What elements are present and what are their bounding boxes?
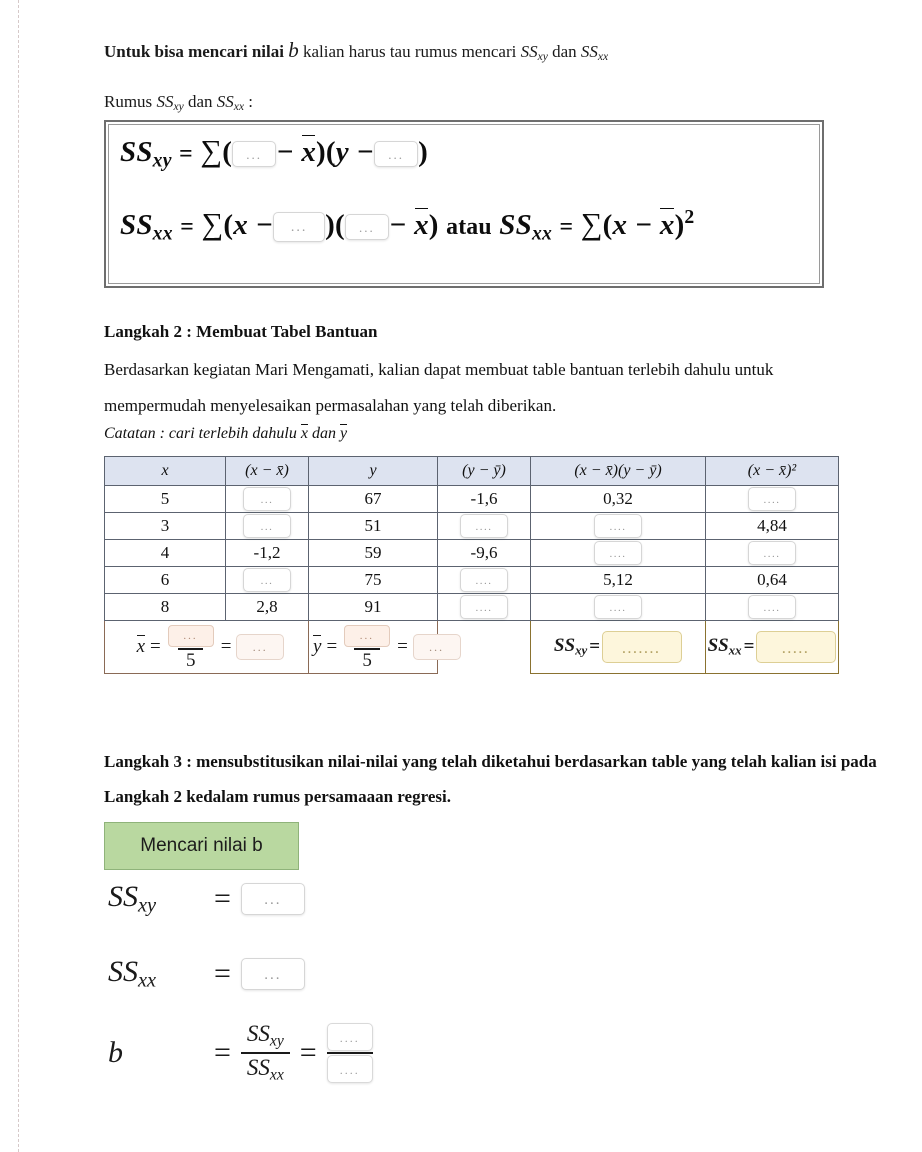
ssxy-total-label: $SS_{xy}$ — [553, 635, 588, 658]
catatan-dan: dan — [311, 425, 336, 442]
intro-bold-text: Untuk bisa mencari nilai — [104, 42, 284, 61]
cell-sq-4: 0,64 — [706, 567, 839, 594]
intro-rest-text: kalian harus tau rumus mencari — [302, 42, 517, 61]
ssxy-total-expression — [554, 631, 682, 663]
cell-sq-2: 4,84 — [706, 513, 839, 540]
blank-input[interactable]: .... — [748, 541, 796, 565]
table-row — [105, 540, 839, 567]
cell-y-1: 67 — [309, 486, 438, 513]
ymean-equals: = — [326, 636, 338, 657]
equation-b-equals-2: = — [299, 1036, 317, 1070]
formula-ssxy-label: $SS_{xy}$ — [120, 136, 172, 172]
sigma-icon-2: ∑ — [201, 206, 224, 241]
helper-table-wrapper — [104, 456, 839, 674]
cell-sq-3[interactable] — [706, 540, 839, 567]
header-cell-y: y — [309, 457, 438, 486]
xmean-equals: = — [150, 636, 161, 657]
formula-ssxy-line: $SS_{xy}$ = ∑( ... − x)(y − ... ) — [120, 134, 428, 172]
blank-input[interactable]: .... — [594, 541, 642, 565]
equation-b-numerator: $SS_{xy}$ — [246, 1021, 284, 1050]
catatan-note — [104, 425, 347, 443]
ymean-symbol: y — [313, 636, 322, 657]
formula-xbar-1: x — [301, 136, 317, 168]
cell-sq-5[interactable] — [706, 594, 839, 621]
intro-variable-b: b — [288, 38, 299, 62]
cell-prod-2[interactable] — [531, 513, 706, 540]
cell-x-4: 6 — [105, 567, 226, 594]
cell-ydev-2[interactable] — [438, 513, 531, 540]
table-row — [105, 486, 839, 513]
equation-ssxx — [108, 955, 305, 993]
formula-x-2: x — [233, 208, 248, 241]
table-row — [105, 513, 839, 540]
xmean-numerator-blank[interactable]: ... — [168, 625, 214, 647]
blank-input[interactable]: .... — [748, 595, 796, 619]
formula-ssxx-label-2: $SS_{xx}$ — [499, 208, 553, 245]
formula-xbar-2: x — [414, 208, 429, 241]
helper-table — [104, 456, 839, 674]
sigma-icon: ∑ — [200, 134, 223, 168]
formula-y-1: y — [335, 136, 349, 168]
cell-xdev-2[interactable] — [226, 513, 309, 540]
blank-input[interactable]: .... — [748, 487, 796, 511]
equation-b-blank-denominator[interactable]: .... — [327, 1055, 373, 1083]
rumus-ssxx: $SS_{xx}$ — [216, 92, 245, 114]
ymean-expression — [309, 624, 461, 670]
header-cell-x: x — [105, 457, 226, 486]
xmean-fraction — [166, 624, 216, 670]
formula-exponent-2: 2 — [684, 206, 695, 228]
equation-b-label: b — [108, 1036, 123, 1070]
equation-ssxx-blank[interactable]: ... — [241, 958, 305, 990]
blank-input[interactable]: .... — [460, 568, 508, 592]
formula-x-3: x — [612, 208, 628, 241]
formula-rhs-equals: = — [559, 213, 574, 240]
cell-xdev-1[interactable] — [226, 486, 309, 513]
blank-input[interactable]: ... — [243, 487, 291, 511]
equation-ssxy — [108, 880, 305, 918]
ssxx-total-equals: = — [743, 636, 755, 657]
cell-y-4: 75 — [309, 567, 438, 594]
catatan-xbar: x — [300, 425, 308, 442]
formula-blank-2[interactable]: ... — [374, 141, 418, 167]
formula-minus-2: − — [356, 136, 375, 168]
sigma-icon-3: ∑ — [580, 206, 603, 241]
xmean-result-blank[interactable]: ... — [236, 634, 284, 660]
formula-box — [104, 120, 824, 288]
cell-xdev-5: 2,8 — [226, 594, 309, 621]
formula-ssxx-label: $SS_{xx}$ — [120, 208, 173, 245]
cell-ydev-1: -1,6 — [438, 486, 531, 513]
equation-b — [108, 1022, 373, 1085]
formula-minus-5: − — [634, 208, 653, 241]
cell-y-3: 59 — [309, 540, 438, 567]
xmean-denominator: 5 — [178, 648, 204, 670]
rumus-ssxy: $SS_{xy}$ — [156, 92, 184, 114]
ymean-cell[interactable] — [309, 621, 445, 674]
ymean-fraction — [342, 624, 392, 670]
xmean-equals-2: = — [220, 636, 232, 657]
rumus-dan: dan — [187, 92, 213, 111]
cell-y-2: 51 — [309, 513, 438, 540]
equation-ssxy-equals: = — [214, 881, 231, 915]
blank-input[interactable]: ... — [243, 568, 291, 592]
cell-ydev-3: -9,6 — [438, 540, 531, 567]
worksheet-page — [104, 0, 894, 1152]
formula-xbar-3: x — [659, 208, 675, 241]
equation-b-blank-den-wrap — [327, 1052, 373, 1084]
ssxx-total-label: $SS_{xx}$ — [707, 635, 742, 658]
mencari-nilai-b-button[interactable] — [104, 822, 299, 870]
intro-dan: dan — [552, 42, 577, 61]
equation-b-blank-num-wrap — [327, 1022, 373, 1052]
equation-ssxy-label: $SS_{xy}$ — [108, 880, 157, 917]
ssxy-total-equals: = — [589, 636, 601, 657]
ssxy-total-cell[interactable] — [531, 621, 706, 674]
langkah2-body: Berdasarkan kegiatan Mari Mengamati, kalian dapat membuat table bantuan terlebih dahulu untuk mempermudah menyelesaikan permasalahan yang telah diberikan. — [104, 360, 774, 415]
rumus-label-line — [104, 85, 253, 119]
equation-b-blank-fraction — [327, 1022, 373, 1084]
formula-ssxy-equals: = — [179, 141, 193, 167]
rumus-prefix: Rumus — [104, 92, 153, 111]
catatan-ybar: y — [339, 425, 348, 442]
ssxx-total-blank[interactable]: ..... — [756, 631, 836, 663]
cell-x-1: 5 — [105, 486, 226, 513]
equation-b-equals: = — [214, 1036, 231, 1070]
blank-input[interactable]: .... — [594, 595, 642, 619]
equation-b-denominator: $SS_{xx}$ — [241, 1052, 290, 1084]
formula-blank-4[interactable]: ... — [345, 214, 389, 240]
ymean-numerator-blank[interactable]: ... — [344, 625, 390, 647]
ymean-equals-2: = — [397, 636, 408, 657]
equation-ssxy-blank[interactable]: ... — [241, 883, 305, 915]
ymean-result-blank[interactable]: ... — [413, 634, 461, 660]
intro-paragraph — [104, 30, 608, 71]
blank-input[interactable]: ... — [243, 514, 291, 538]
formula-ssxx-line: $SS_{xx} = \sum(x$ − ... )( ... − x) atau $SS_{xx} = \sum(x - x)^2$ — [120, 206, 695, 245]
equation-b-fraction — [241, 1022, 290, 1085]
table-header-row — [105, 457, 839, 486]
mencari-nilai-b-label: Mencari nilai b — [140, 835, 263, 856]
cell-xdev-4[interactable] — [226, 567, 309, 594]
langkah3-heading: Langkah 3 : mensubstitusikan nilai-nilai yang telah diketahui berdasarkan table yang telah kalian isi pada Langkah 2 kedalam rumus persamaaan regresi. — [104, 752, 877, 806]
blank-input[interactable]: .... — [460, 514, 508, 538]
equation-ssxx-equals: = — [214, 956, 231, 990]
xmean-expression — [129, 624, 285, 670]
header-cell-prod: (x − x̄)(y − ȳ) — [531, 457, 706, 486]
blank-input[interactable]: .... — [594, 514, 642, 538]
cell-ydev-5[interactable] — [438, 594, 531, 621]
header-cell-xdev: (x − x̄) — [226, 457, 309, 486]
rumus-colon: : — [248, 92, 253, 111]
ssxx-total-cell[interactable] — [706, 621, 839, 674]
equation-b-blank-numerator[interactable]: .... — [327, 1023, 373, 1051]
equation-ssxx-label: $SS_{xx}$ — [108, 955, 157, 992]
cell-x-2: 3 — [105, 513, 226, 540]
cell-y-5: 91 — [309, 594, 438, 621]
formula-atau: atau — [446, 213, 492, 240]
cell-xdev-3: -1,2 — [226, 540, 309, 567]
header-cell-sq: (x − x̄)² — [706, 457, 839, 486]
cell-prod-3[interactable] — [531, 540, 706, 567]
cell-sq-1[interactable] — [706, 486, 839, 513]
formula-blank-3[interactable]: ... — [273, 212, 325, 242]
table-row — [105, 567, 839, 594]
cell-prod-5[interactable] — [531, 594, 706, 621]
formula-minus-3: − — [255, 208, 274, 241]
intro-ssxy: $SS_{xy}$ — [520, 42, 548, 64]
blank-input[interactable]: .... — [460, 595, 508, 619]
ssxx-total-expression — [708, 631, 837, 663]
formula-minus-4: − — [388, 208, 407, 241]
ymean-denominator: 5 — [354, 648, 380, 670]
langkah2-heading: Langkah 2 : Membuat Tabel Bantuan — [104, 322, 378, 341]
cell-prod-4: 5,12 — [531, 567, 706, 594]
xmean-symbol: x — [136, 636, 145, 657]
xmean-cell[interactable] — [105, 621, 309, 674]
table-totals-row — [105, 621, 839, 674]
formula-minus-1: − — [276, 136, 294, 168]
ssxy-total-blank[interactable]: ....... — [602, 631, 682, 663]
cell-x-3: 4 — [105, 540, 226, 567]
formula-ssxx-equals: = — [180, 213, 194, 240]
table-row — [105, 594, 839, 621]
catatan-prefix: Catatan : cari terlebih dahulu — [104, 425, 297, 442]
page-margin-rule — [18, 0, 19, 1152]
cell-ydev-4[interactable] — [438, 567, 531, 594]
formula-blank-1[interactable]: ... — [232, 141, 276, 167]
cell-x-5: 8 — [105, 594, 226, 621]
header-cell-ydev: (y − ȳ) — [438, 457, 531, 486]
cell-prod-1: 0,32 — [531, 486, 706, 513]
intro-ssxx: $SS_{xx}$ — [580, 42, 609, 64]
